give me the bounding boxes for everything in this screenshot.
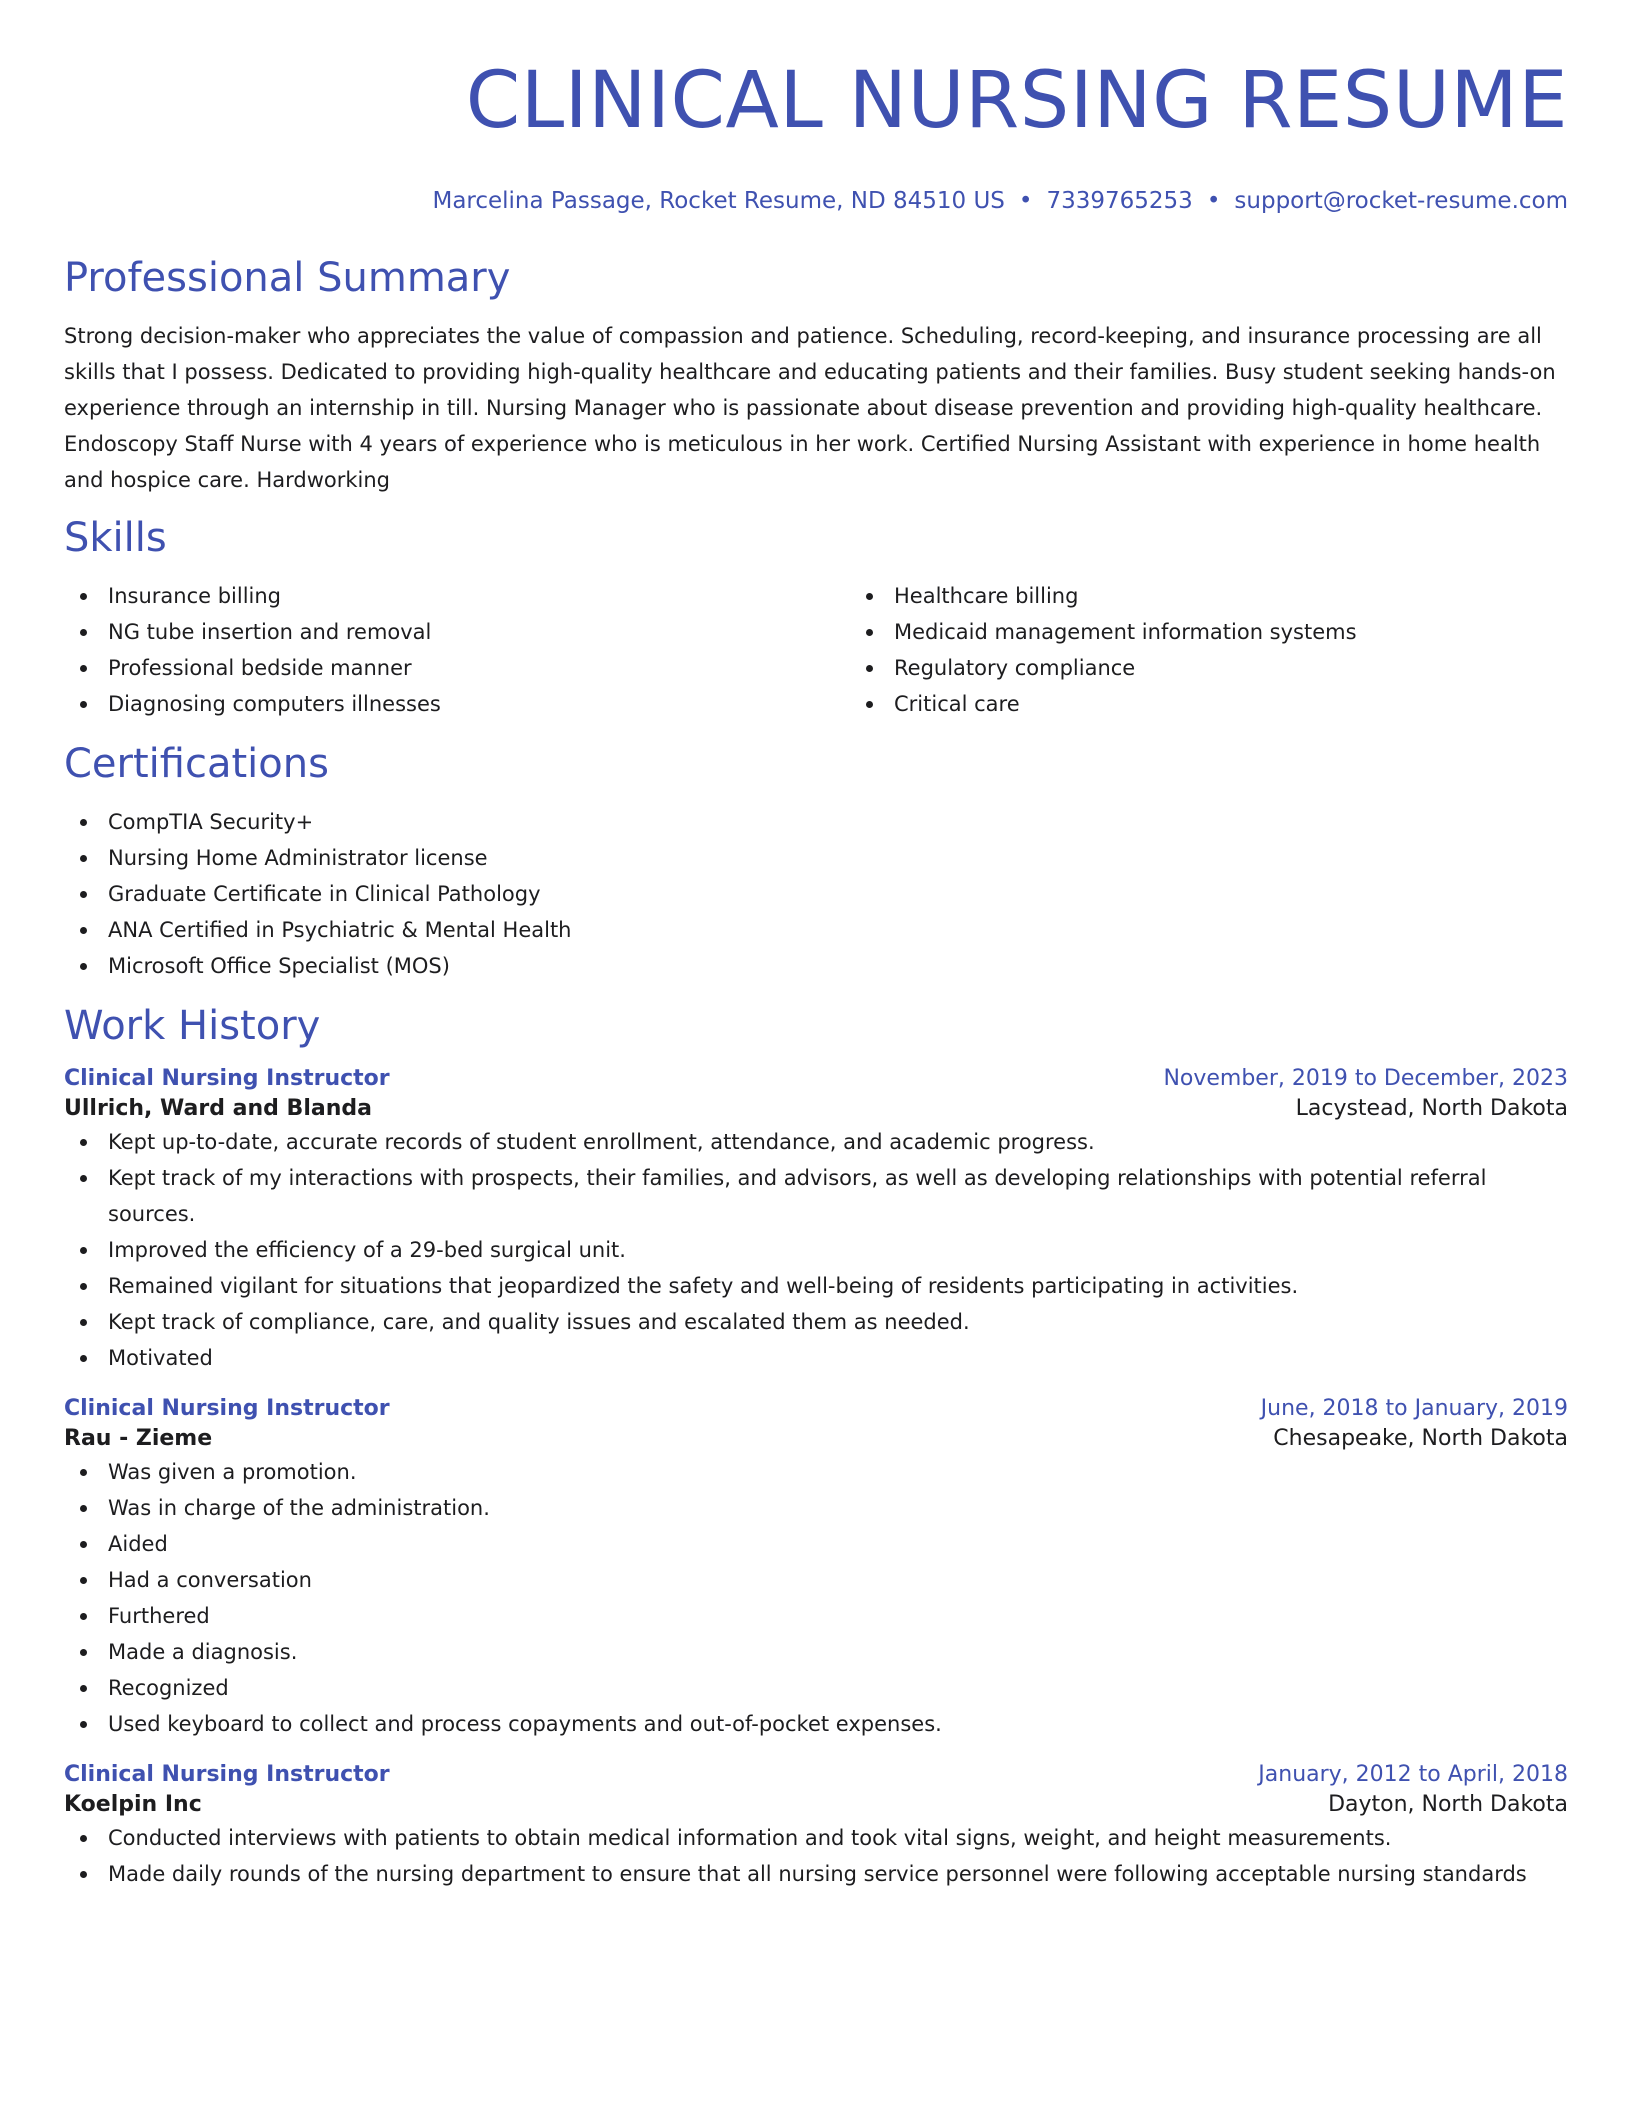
contact-separator: • bbox=[1206, 188, 1221, 214]
job-bullet: Made daily rounds of the nursing department to ensure that all nursing service personnel were following acceptable nursing standards bbox=[108, 1856, 1568, 1892]
certification-item: ANA Certified in Psychiatric & Mental Health bbox=[108, 912, 1568, 948]
job-company: Koelpin Inc bbox=[64, 1792, 202, 1817]
job-bullet: Was given a promotion. bbox=[108, 1454, 1568, 1490]
job-bullets bbox=[64, 1454, 1568, 1742]
contact-phone: 7339765253 bbox=[1046, 188, 1193, 214]
job-company: Rau - Zieme bbox=[64, 1426, 213, 1451]
job-title: Clinical Nursing Instructor bbox=[64, 1762, 390, 1787]
job-bullets bbox=[64, 1124, 1568, 1376]
job-bullet: Made a diagnosis. bbox=[108, 1634, 1568, 1670]
job-dates: November, 2019 to December, 2023 bbox=[1163, 1066, 1568, 1091]
job-bullet: Aided bbox=[108, 1526, 1568, 1562]
job-bullets bbox=[64, 1820, 1568, 1892]
skills-heading: Skills bbox=[64, 515, 167, 561]
job-entry bbox=[64, 1760, 1568, 1892]
contact-line bbox=[64, 186, 1568, 216]
skills-column-left bbox=[64, 578, 850, 722]
job-title: Clinical Nursing Instructor bbox=[64, 1066, 390, 1091]
job-entry bbox=[64, 1394, 1568, 1742]
job-header bbox=[64, 1394, 1568, 1424]
certifications-list bbox=[64, 804, 1568, 984]
skills-column-right bbox=[850, 578, 1632, 722]
job-bullet: Improved the efficiency of a 29-bed surgical unit. bbox=[108, 1232, 1568, 1268]
job-header bbox=[64, 1760, 1568, 1790]
skill-item: Diagnosing computers illnesses bbox=[108, 686, 850, 722]
job-subheader bbox=[64, 1790, 1568, 1820]
certification-item: Nursing Home Administrator license bbox=[108, 840, 1568, 876]
skill-item: NG tube insertion and removal bbox=[108, 614, 850, 650]
skill-item: Critical care bbox=[894, 686, 1632, 722]
skill-item: Regulatory compliance bbox=[894, 650, 1632, 686]
contact-separator: • bbox=[1018, 188, 1033, 214]
job-subheader bbox=[64, 1094, 1568, 1124]
certification-item: CompTIA Security+ bbox=[108, 804, 1568, 840]
resume-title: CLINICAL NURSING RESUME bbox=[465, 56, 1568, 146]
skill-item: Professional bedside manner bbox=[108, 650, 850, 686]
job-bullet: Kept track of my interactions with prospects, their families, and advisors, as well as developing relationships with potential referral sources. bbox=[108, 1160, 1568, 1232]
job-company: Ullrich, Ward and Blanda bbox=[64, 1096, 372, 1121]
job-title: Clinical Nursing Instructor bbox=[64, 1396, 390, 1421]
job-bullet: Had a conversation bbox=[108, 1562, 1568, 1598]
job-location: Chesapeake, North Dakota bbox=[1273, 1426, 1568, 1451]
job-bullet: Was in charge of the administration. bbox=[108, 1490, 1568, 1526]
certification-item: Graduate Certificate in Clinical Pathology bbox=[108, 876, 1568, 912]
job-bullet: Remained vigilant for situations that jeopardized the safety and well-being of residents participating in activities. bbox=[108, 1268, 1568, 1304]
job-entry bbox=[64, 1064, 1568, 1376]
certifications-heading: Certifications bbox=[64, 741, 329, 787]
job-header bbox=[64, 1064, 1568, 1094]
job-bullet: Furthered bbox=[108, 1598, 1568, 1634]
contact-address: Marcelina Passage, Rocket Resume, ND 84510 US bbox=[432, 188, 1005, 214]
skill-item: Medicaid management information systems bbox=[894, 614, 1632, 650]
job-dates: June, 2018 to January, 2019 bbox=[1260, 1396, 1568, 1421]
summary-heading: Professional Summary bbox=[64, 255, 511, 301]
summary-text: Strong decision-maker who appreciates the value of compassion and patience. Scheduling, record-keeping, and insurance processing are all skills that I possess. Dedicated to providing high-quality healthcare and educating patients and their families. Busy student seeking hands-on experience through an internship in till. Nursing Manager who is passionate about disease prevention and providing high-quality healthcare. Endoscopy Staff Nurse with 4 years of experience who is meticulous in her work. Certified Nursing Assistant with experience in home health and hospice care. Hardworking bbox=[64, 324, 1556, 492]
job-dates: January, 2012 to April, 2018 bbox=[1258, 1762, 1568, 1787]
job-bullet: Used keyboard to collect and process copayments and out-of-pocket expenses. bbox=[108, 1706, 1568, 1742]
job-location: Lacystead, North Dakota bbox=[1295, 1096, 1568, 1121]
job-bullet: Kept track of compliance, care, and quality issues and escalated them as needed. bbox=[108, 1304, 1568, 1340]
job-bullet: Conducted interviews with patients to obtain medical information and took vital signs, weight, and height measurements. bbox=[108, 1820, 1568, 1856]
job-location: Dayton, North Dakota bbox=[1328, 1792, 1568, 1817]
contact-email: support@rocket-resume.com bbox=[1234, 188, 1568, 214]
resume-page bbox=[64, 0, 1568, 1892]
certification-item: Microsoft Office Specialist (MOS) bbox=[108, 948, 1568, 984]
skill-item: Healthcare billing bbox=[894, 578, 1632, 614]
work-history-heading: Work History bbox=[64, 1003, 321, 1049]
skill-item: Insurance billing bbox=[108, 578, 850, 614]
job-bullet: Motivated bbox=[108, 1340, 1568, 1376]
job-subheader bbox=[64, 1424, 1568, 1454]
job-bullet: Recognized bbox=[108, 1670, 1568, 1706]
job-bullet: Kept up-to-date, accurate records of student enrollment, attendance, and academic progress. bbox=[108, 1124, 1568, 1160]
skills-list bbox=[64, 578, 1568, 722]
